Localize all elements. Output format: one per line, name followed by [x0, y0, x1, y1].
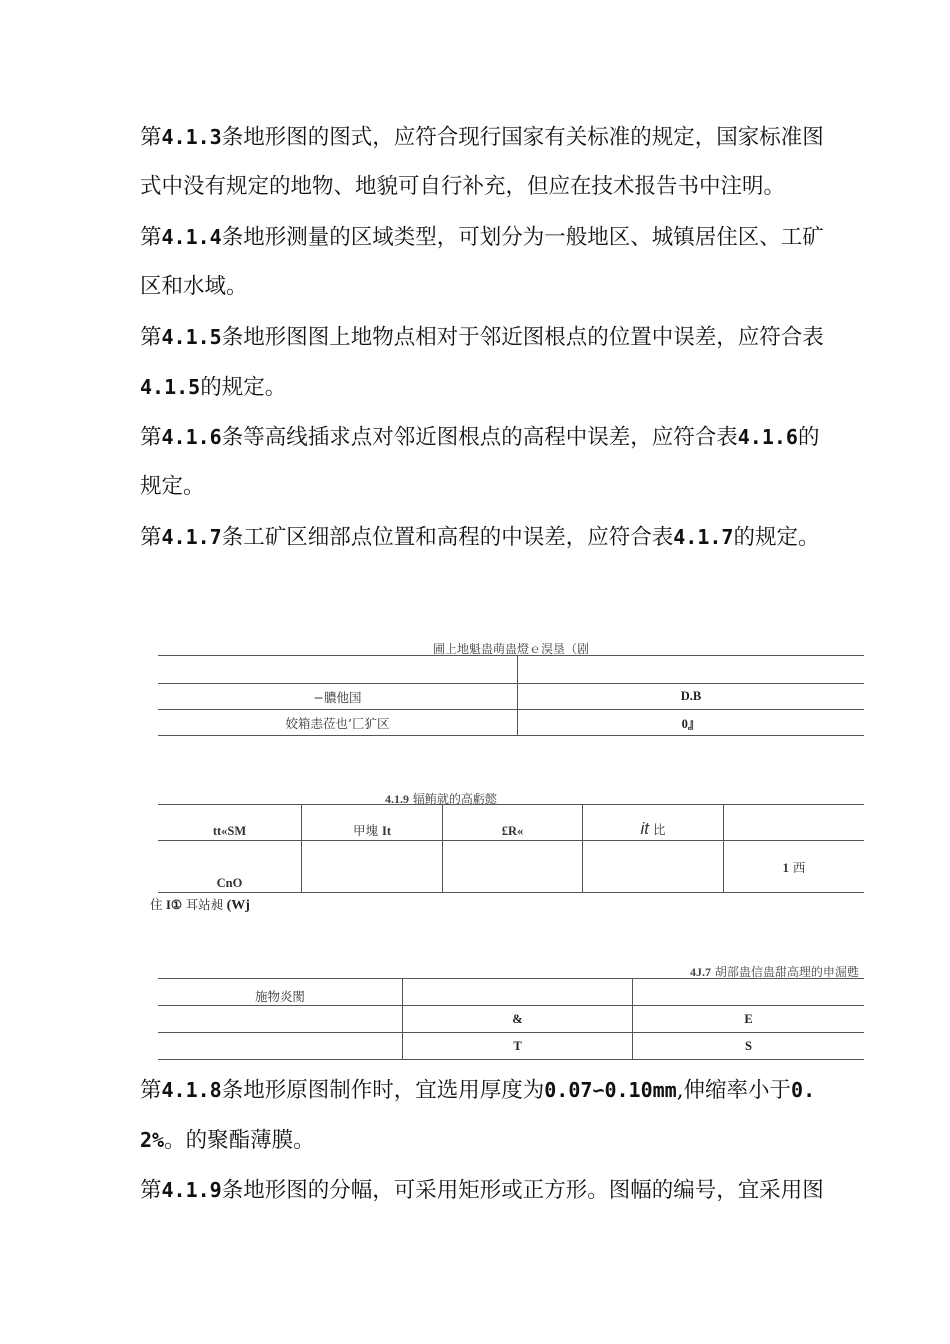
paragraph-line: [140, 262, 888, 312]
table3-cell: [158, 1033, 403, 1060]
table1-cell: −膿他国: [158, 684, 518, 710]
number-text: 4.1.6: [737, 425, 798, 449]
table2-cell-text: 西: [792, 859, 806, 875]
table2-header-text: It: [381, 824, 392, 838]
number-text: 4.1.8: [161, 1078, 222, 1102]
number-text: 4.1.9: [161, 1178, 222, 1202]
table2-note-d: (Wj: [226, 898, 250, 913]
paragraph-line: [140, 462, 888, 512]
text-run: 区和水域。: [140, 274, 248, 299]
text-run: 第: [140, 425, 162, 450]
text-run: 条地形图图上地物点相对于邻近图根点的位置中误差，应符合表: [221, 325, 824, 350]
table3-cell: &: [403, 1006, 633, 1033]
table2-cell: [443, 841, 583, 893]
table2-note-b: I①: [166, 898, 183, 912]
table2-header-text: 比: [652, 822, 666, 837]
number-text: 4.1.3: [161, 125, 222, 149]
number-text: 4.1.5: [161, 325, 222, 349]
table2-header-text: it: [640, 819, 649, 838]
number-text: 4.1.7: [673, 525, 734, 549]
text-run: 条地形测量的区域类型，可划分为一般地区、城镇居住区、工矿: [221, 225, 824, 250]
table3-header: [403, 979, 633, 1006]
text-run: 第: [140, 1078, 162, 1103]
text-run: 第: [140, 1178, 162, 1203]
table1-cell: 0』: [518, 710, 865, 736]
table2-caption-text: 辐鲔就的高虧懿: [412, 792, 497, 806]
table2-header: [724, 805, 865, 841]
text-run: 的: [797, 425, 820, 450]
table2-cell: [583, 841, 724, 893]
text-run: 式中没有规定的地物、地貌可自行补充，但应在技术报告书中注明。: [140, 174, 786, 199]
text-run: 条地形原图制作时，宜选用厚度为: [221, 1078, 545, 1103]
table2-header: [302, 805, 443, 841]
table2-header-text: 甲塊: [352, 823, 378, 838]
table3-cell: S: [633, 1033, 865, 1060]
text-run: 第: [140, 525, 162, 550]
table2-cell: [302, 841, 443, 893]
number-text: 2%: [140, 1128, 165, 1152]
text-run: 条等高线插求点对邻近图根点的高程中误差，应符合表: [221, 425, 738, 450]
paragraph-line: [140, 1115, 888, 1166]
text-run: 的规定。: [733, 525, 820, 550]
table1-caption: 圃上地魁蛊萌蛊燈ｅ淏垦（剧: [432, 642, 589, 656]
table2-cell: [724, 841, 865, 893]
table2-note: [150, 895, 250, 914]
paragraph-line: [140, 112, 888, 163]
paragraph-line: [140, 312, 888, 363]
paragraph-line: [140, 412, 888, 463]
text-run: 条工矿区细部点位置和高程的中误差，应符合表: [221, 525, 674, 550]
paragraph-line: [140, 512, 888, 563]
table2-caption-num: 4.1.9: [385, 792, 409, 806]
text-run: 条地形图的分幅，可采用矩形或正方形。图幅的编号，宜采用图: [221, 1178, 824, 1203]
number-text: 4.1.6: [161, 425, 222, 449]
table3-cell: T: [403, 1033, 633, 1060]
table2-cell: CnO: [158, 841, 302, 893]
table2-note-c: 耳站昶: [185, 898, 224, 912]
paragraph-line: [140, 362, 888, 413]
table1-cell: D.B: [518, 684, 865, 710]
table3-caption-num: 4J.7: [690, 965, 711, 979]
paragraph-line: [140, 1065, 888, 1116]
table3-header: 施物炎閡: [158, 979, 403, 1006]
text-run: 。的聚酯薄膜。: [164, 1128, 315, 1153]
text-run: 第: [140, 225, 162, 250]
number-text: 4.1.4: [161, 225, 222, 249]
table1: [158, 655, 864, 736]
table1-cell: 姣箱恚莅也’匚犷区: [158, 710, 518, 736]
text-run: 第: [140, 125, 162, 150]
paragraph-line: [140, 162, 888, 212]
table2-note-a: 住: [150, 898, 163, 912]
number-text: 4.1.7: [161, 525, 222, 549]
paragraph-line: [140, 212, 888, 263]
text-run: 规定。: [140, 474, 205, 499]
number-text: 0.07∽0.10mm: [544, 1078, 677, 1102]
number-text: 4.1.5: [140, 375, 201, 399]
table3: [158, 978, 864, 1060]
table1-cell: [158, 656, 518, 684]
paragraph-line: [140, 1165, 888, 1216]
table2: [158, 804, 864, 893]
table3-header: [633, 979, 865, 1006]
table3-cell: [158, 1006, 403, 1033]
table3-cell: E: [633, 1006, 865, 1033]
text-run: 的规定。: [200, 375, 287, 400]
table1-cell: [518, 656, 865, 684]
table2-header: tt«SM: [158, 805, 302, 841]
number-text: 0.: [791, 1078, 816, 1102]
table2-header: £R«: [443, 805, 583, 841]
table2-cell-num: 1: [782, 860, 789, 875]
text-run: 第: [140, 325, 162, 350]
table3-caption-text: 胡部蛊信蛊甜高理的申淈甦: [714, 965, 859, 979]
table2-header: [583, 805, 724, 841]
text-run: ,伸缩率小于: [676, 1078, 792, 1103]
text-run: 条地形图的图式，应符合现行国家有关标准的规定，国家标准图: [221, 125, 824, 150]
